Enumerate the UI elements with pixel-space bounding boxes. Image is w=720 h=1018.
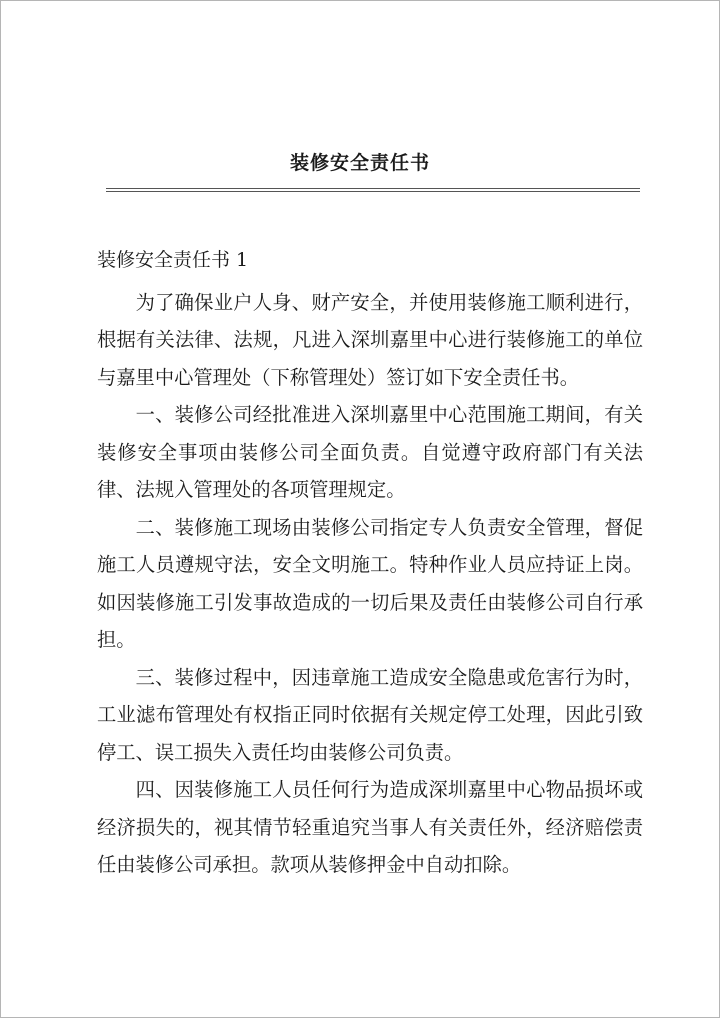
- paragraph-clause-1: 一、装修公司经批准进入深圳嘉里中心范围施工期间，有关装修安全事项由装修公司全面负责。自觉遵守政府部门有关法律、法规入管理处的各项管理规定。: [97, 403, 643, 501]
- document-title: 装修安全责任书: [289, 152, 430, 174]
- section-heading: 装修安全责任书 1: [97, 249, 249, 271]
- paragraph-clause-3: 三、装修过程中，因违章施工造成安全隐患或危害行为时，工业滤布管理处有权指正同时依据有关规定停工处理，因此引致停工、误工损失入责任均由装修公司负责。: [97, 665, 643, 764]
- document-body: [97, 238, 643, 884]
- paragraph-clause-4: 四、因装修施工人员任何行为造成深圳嘉里中心物品损坏或经济损失的，视其情节轻重追究当事人有关责任外，经济赔偿责任由装修公司承担。款项从装修押金中自动扣除。: [97, 778, 643, 876]
- title-divider: [106, 188, 640, 192]
- paragraph-clause-2: 二、装修施工现场由装修公司指定专人负责安全管理，督促施工人员遵规守法，安全文明施工。特种作业人员应持证上岗。如因装修施工引发事故造成的一切后果及责任由装修公司自行承担。: [97, 515, 643, 651]
- paragraph-intro: 为了确保业户人身、财产安全，并使用装修施工顺利进行，根据有关法律、法规，凡进入深圳嘉里中心进行装修施工的单位与嘉里中心管理处（下称管理处）签订如下安全责任书。: [97, 290, 643, 389]
